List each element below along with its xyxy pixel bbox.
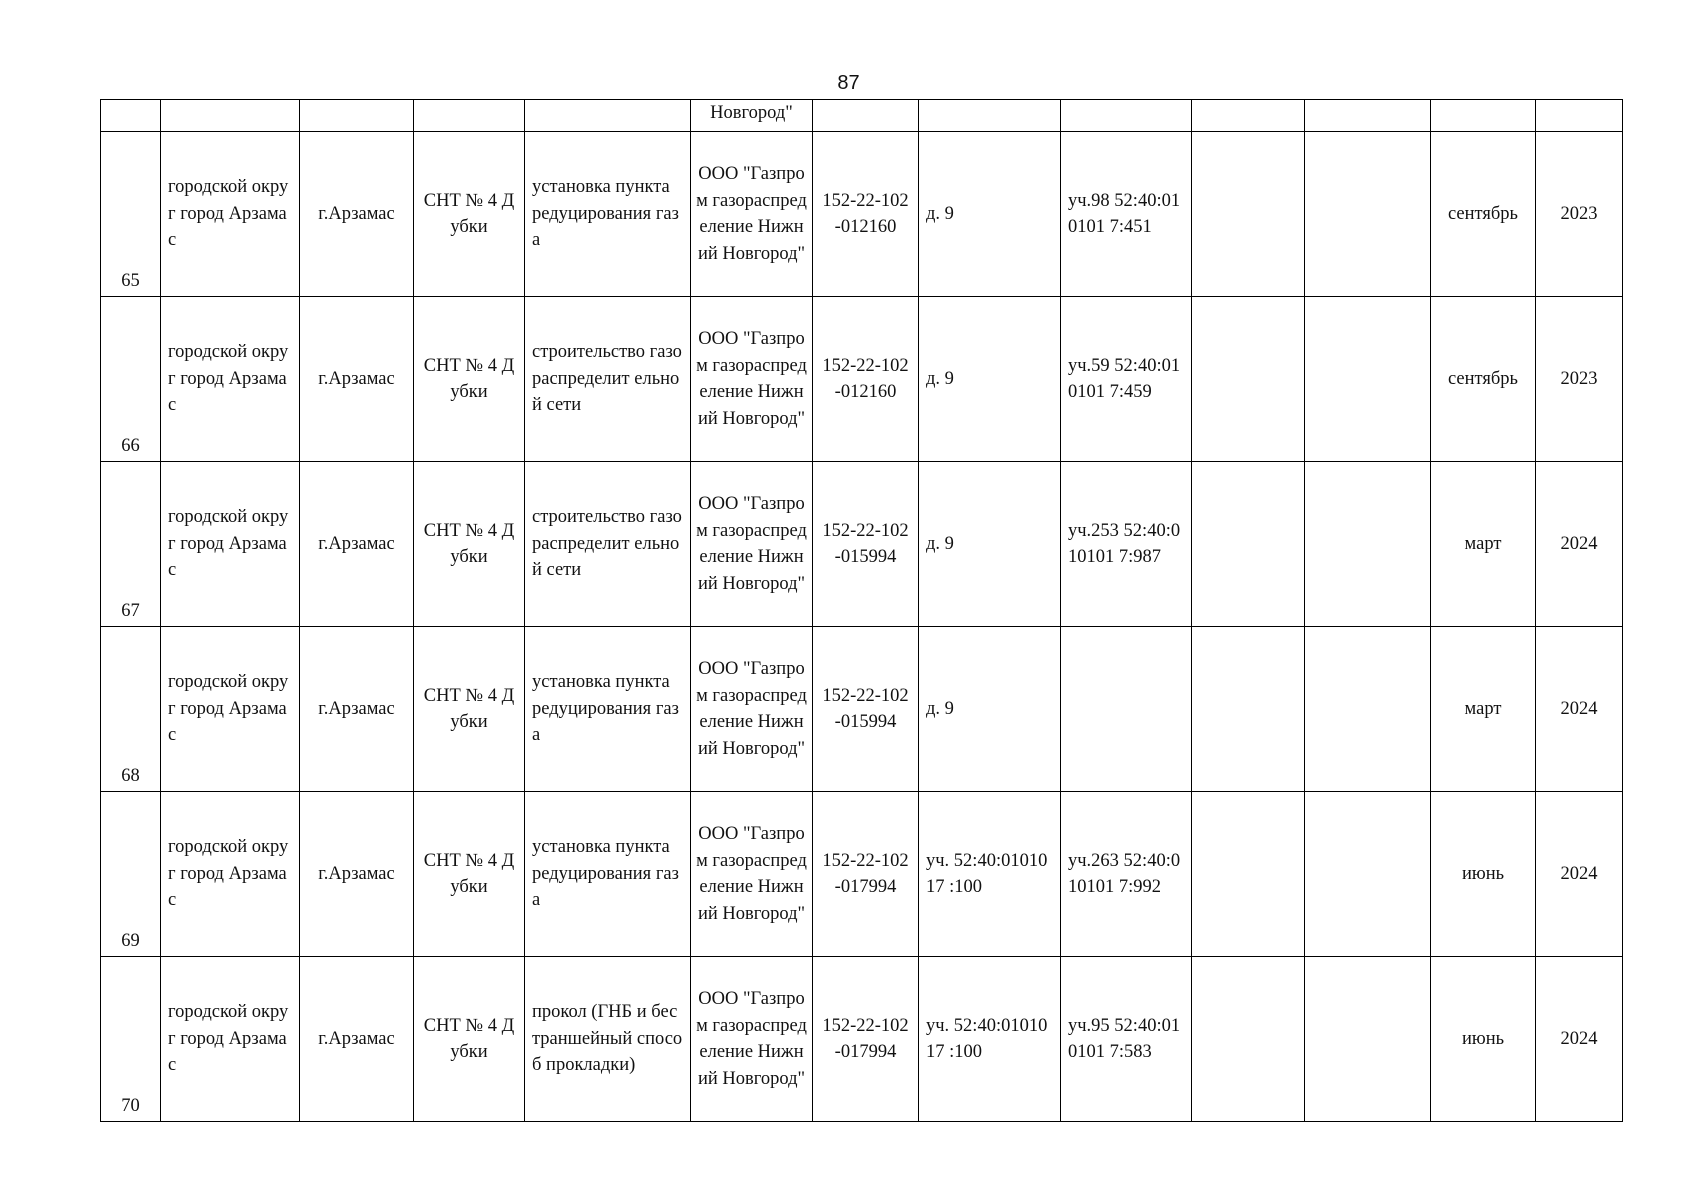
cell-year: 2024 (1536, 462, 1623, 627)
cell-district: городской округ город Арзамас (161, 792, 300, 957)
cell-work: установка пункта редуцирования газа (525, 132, 691, 297)
cell-plot: уч.95 52:40:010101 7:583 (1061, 957, 1192, 1122)
table-row (101, 957, 1623, 1122)
cell-work (525, 100, 691, 132)
cell-district: городской округ город Арзамас (161, 132, 300, 297)
cell-extra1 (1192, 462, 1305, 627)
cell-year: 2023 (1536, 297, 1623, 462)
cell-org: ООО "Газпром газораспред еление Нижний Новгород" (691, 792, 813, 957)
cell-district: городской округ город Арзамас (161, 957, 300, 1122)
cell-plot: уч.59 52:40:010101 7:459 (1061, 297, 1192, 462)
cell-house: д. 9 (919, 627, 1061, 792)
cell-org: ООО "Газпром газораспред еление Нижний Новгород" (691, 462, 813, 627)
cell-city: г.Арзамас (300, 957, 414, 1122)
cell-code: 152-22-102-012160 (813, 297, 919, 462)
cell-house: уч. 52:40:0101017 :100 (919, 792, 1061, 957)
cell-city: г.Арзамас (300, 627, 414, 792)
page-number: 87 (837, 72, 860, 94)
cell-extra1 (1192, 132, 1305, 297)
cell-plot: уч.253 52:40:010101 7:987 (1061, 462, 1192, 627)
cell-work: установка пункта редуцирования газа (525, 792, 691, 957)
cell-num: 70 (101, 957, 161, 1122)
cell-snt: СНТ № 4 Дубки (414, 462, 525, 627)
cell-snt: СНТ № 4 Дубки (414, 132, 525, 297)
cell-org: ООО "Газпром газораспред еление Нижний Новгород" (691, 627, 813, 792)
cell-month (1431, 100, 1536, 132)
cell-code: 152-22-102-017994 (813, 792, 919, 957)
cell-city: г.Арзамас (300, 132, 414, 297)
cell-extra1 (1192, 627, 1305, 792)
cell-house: д. 9 (919, 132, 1061, 297)
continuation-row (101, 100, 1623, 132)
cell-month: июнь (1431, 792, 1536, 957)
cell-code: 152-22-102-017994 (813, 957, 919, 1122)
cell-code: 152-22-102-015994 (813, 462, 919, 627)
cell-snt (414, 100, 525, 132)
cell-extra2 (1305, 100, 1431, 132)
cell-year: 2023 (1536, 132, 1623, 297)
cell-num: 68 (101, 627, 161, 792)
table-row (101, 792, 1623, 957)
cell-year: 2024 (1536, 627, 1623, 792)
cell-district: городской округ город Арзамас (161, 627, 300, 792)
cell-org: ООО "Газпром газораспред еление Нижний Новгород" (691, 957, 813, 1122)
cell-code: 152-22-102-015994 (813, 627, 919, 792)
cell-city: г.Арзамас (300, 297, 414, 462)
cell-extra2 (1305, 627, 1431, 792)
cell-month: март (1431, 462, 1536, 627)
cell-month: сентябрь (1431, 132, 1536, 297)
table-row (101, 132, 1623, 297)
cell-code (813, 100, 919, 132)
cell-extra2 (1305, 957, 1431, 1122)
cell-extra1 (1192, 792, 1305, 957)
cell-city (300, 100, 414, 132)
cell-work: установка пункта редуцирования газа (525, 627, 691, 792)
cell-snt: СНТ № 4 Дубки (414, 957, 525, 1122)
cell-work: прокол (ГНБ и бестраншейный способ прокладки) (525, 957, 691, 1122)
cell-snt: СНТ № 4 Дубки (414, 627, 525, 792)
cell-year (1536, 100, 1623, 132)
cell-org: ООО "Газпром газораспред еление Нижний Новгород" (691, 132, 813, 297)
table-row (101, 297, 1623, 462)
cell-extra2 (1305, 297, 1431, 462)
cell-house: д. 9 (919, 462, 1061, 627)
table-body (101, 100, 1623, 1122)
table-row (101, 462, 1623, 627)
cell-org: ООО "Газпром газораспред еление Нижний Новгород" (691, 297, 813, 462)
cell-district (161, 100, 300, 132)
cell-extra1 (1192, 957, 1305, 1122)
cell-num: 66 (101, 297, 161, 462)
cell-month: июнь (1431, 957, 1536, 1122)
cell-plot (1061, 100, 1192, 132)
cell-extra2 (1305, 462, 1431, 627)
cell-snt: СНТ № 4 Дубки (414, 297, 525, 462)
cell-num: 67 (101, 462, 161, 627)
table-row (101, 627, 1623, 792)
cell-year: 2024 (1536, 957, 1623, 1122)
register-table (100, 99, 1623, 1122)
cell-plot: уч.98 52:40:010101 7:451 (1061, 132, 1192, 297)
cell-extra2 (1305, 132, 1431, 297)
cell-work: строительство газораспределит ельной сети (525, 297, 691, 462)
cell-district: городской округ город Арзамас (161, 297, 300, 462)
cell-house: д. 9 (919, 297, 1061, 462)
cell-org: Новгород" (691, 100, 813, 132)
cell-extra1 (1192, 297, 1305, 462)
cell-year: 2024 (1536, 792, 1623, 957)
cell-house (919, 100, 1061, 132)
cell-num: 69 (101, 792, 161, 957)
cell-city: г.Арзамас (300, 792, 414, 957)
cell-snt: СНТ № 4 Дубки (414, 792, 525, 957)
cell-extra2 (1305, 792, 1431, 957)
cell-city: г.Арзамас (300, 462, 414, 627)
cell-month: март (1431, 627, 1536, 792)
cell-house: уч. 52:40:0101017 :100 (919, 957, 1061, 1122)
cell-num: 65 (101, 132, 161, 297)
cell-code: 152-22-102-012160 (813, 132, 919, 297)
cell-extra1 (1192, 100, 1305, 132)
cell-plot: уч.263 52:40:010101 7:992 (1061, 792, 1192, 957)
cell-district: городской округ город Арзамас (161, 462, 300, 627)
cell-plot (1061, 627, 1192, 792)
cell-num (101, 100, 161, 132)
cell-month: сентябрь (1431, 297, 1536, 462)
cell-work: строительство газораспределит ельной сети (525, 462, 691, 627)
